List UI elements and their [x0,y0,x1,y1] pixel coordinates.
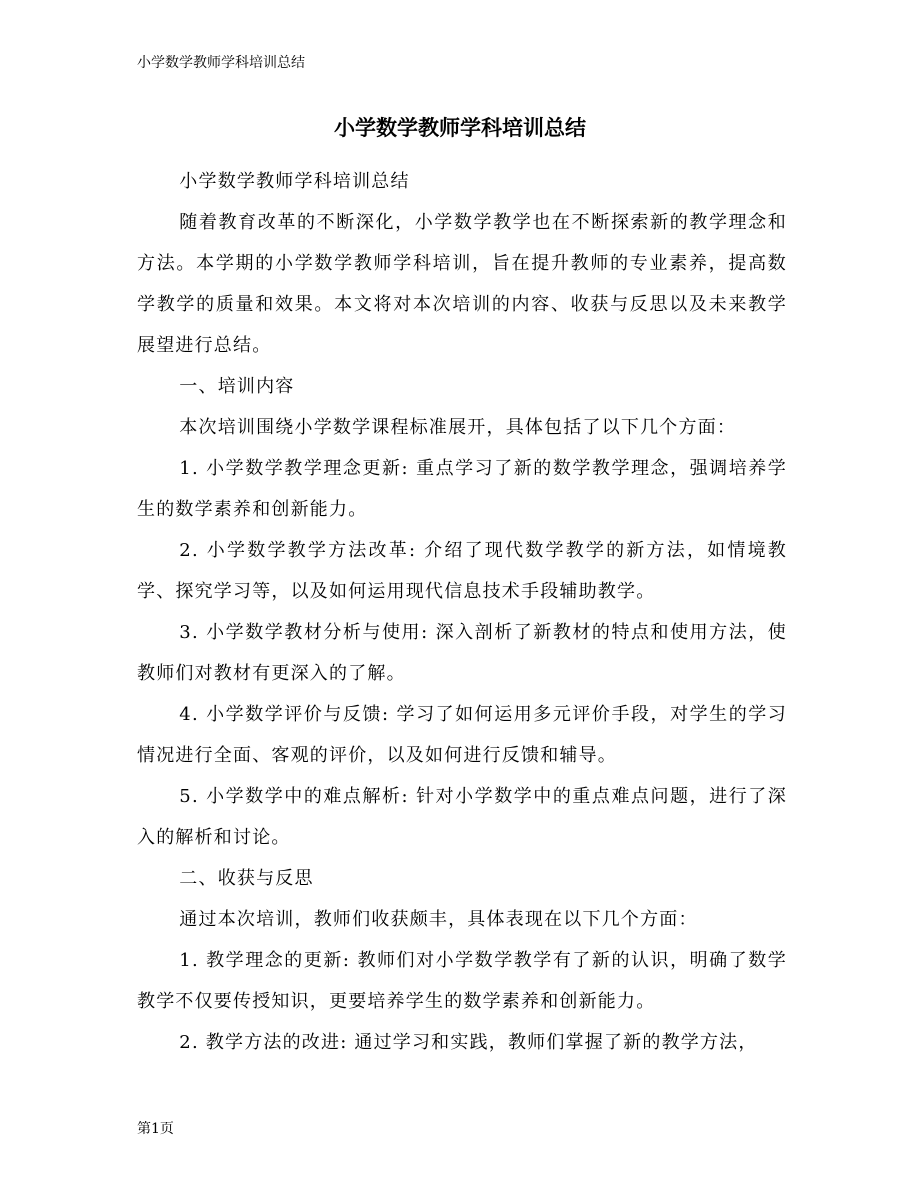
section-heading-content: 一、培训内容 [179,376,295,397]
list-item: 4. 小学数学评价与反馈: 学习了如何运用多元评价手段，对学生的学习情况进行全面、客观的评价，以及如何进行反馈和辅导。 [137,704,787,766]
list-item: 3. 小学数学教材分析与使用: 深入剖析了新教材的特点和使用方法，使教师们对教材有更深入的了解。 [137,622,787,684]
paragraph: 本次培训围绕小学数学课程标准展开，具体包括了以下几个方面： [179,417,737,438]
list-item: 2. 小学数学教学方法改革: 介绍了现代数学教学的新方法，如情境教学、探究学习等，以及如何运用现代信息技术手段辅助教学。 [137,540,787,602]
list-item: 2. 教学方法的改进: 通过学习和实践，教师们掌握了新的教学方法， [179,1032,758,1053]
paragraph-subtitle: 小学数学教师学科培训总结 [179,171,410,192]
list-item: 1. 教学理念的更新: 教师们对小学数学教学有了新的认识，明确了数学教学不仅要传授知识，更要培养学生的数学素养和创新能力。 [137,950,787,1012]
list-item: 1. 小学数学教学理念更新: 重点学习了新的数学教学理念，强调培养学生的数学素养和创新能力。 [137,458,787,520]
section-heading-gains: 二、收获与反思 [179,868,314,889]
paragraph-intro: 随着教育改革的不断深化，小学数学教学也在不断探索新的教学理念和方法。本学期的小学数学教师学科培训，旨在提升教师的专业素养，提高数学教学的质量和效果。本文将对本次培训的内容、收获与反思以及未来教学展望进行总结。 [137,212,787,356]
running-header: 小学数学教师学科培训总结 [137,55,305,71]
page-number: 第1页 [137,1121,174,1137]
list-item: 5. 小学数学中的难点解析: 针对小学数学中的重点难点问题，进行了深入的解析和讨论。 [137,786,787,848]
document-title: 小学数学教师学科培训总结 [334,116,586,140]
document-body [137,161,787,1063]
paragraph: 通过本次培训，教师们收获颇丰，具体表现在以下几个方面： [179,909,698,930]
